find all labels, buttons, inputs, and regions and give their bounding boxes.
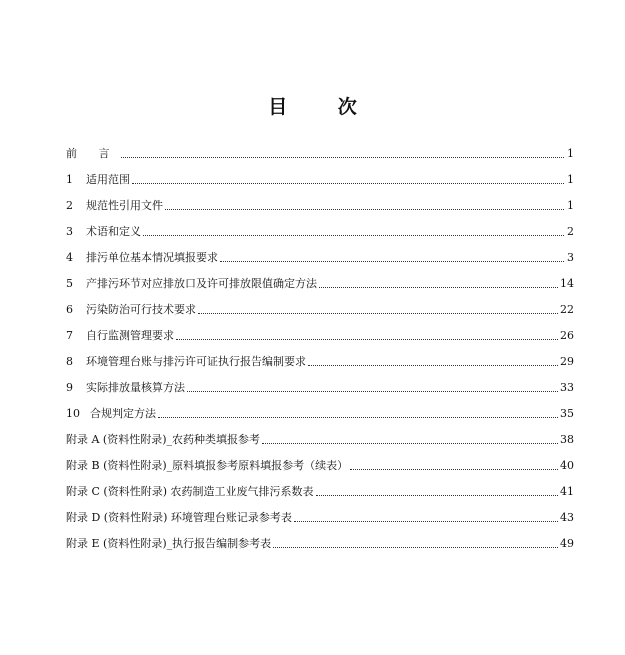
toc-leader-dots	[319, 287, 558, 288]
toc-entry-7[interactable]	[66, 317, 574, 343]
toc-leader-dots	[143, 235, 564, 236]
toc-entry-page: 14	[560, 277, 574, 290]
toc-entry-label: 环境管理台账与排污许可证执行报告编制要求	[86, 355, 306, 368]
toc-leader-dots	[165, 209, 564, 210]
toc-entry-number: 8	[66, 355, 73, 368]
toc-leader-dots	[132, 183, 564, 184]
toc-entry-number: 6	[66, 303, 73, 316]
toc-entry-number: 1	[66, 173, 73, 186]
toc-leader-dots	[176, 339, 558, 340]
toc-entry-label: 产排污环节对应排放口及许可排放限值确定方法	[86, 277, 317, 290]
toc-entry-page: 33	[560, 381, 574, 394]
toc-entry-page: 1	[567, 199, 574, 212]
toc-entry-page: 1	[567, 173, 574, 186]
toc-entry-9[interactable]	[66, 369, 574, 395]
toc-entry-page: 49	[560, 537, 574, 550]
toc-leader-dots	[316, 495, 559, 496]
toc-entry-label: 排污单位基本情况填报要求	[86, 251, 218, 264]
toc-entry-page: 29	[560, 355, 574, 368]
toc-entry-1[interactable]	[66, 161, 574, 187]
toc-entry-label: 附录 C (资料性附录) 农药制造工业废气排污系数表	[66, 485, 314, 498]
toc-entry-label: 附录 A (资料性附录)_农药种类填报参考	[66, 433, 261, 446]
toc-entry-label: 适用范围	[86, 173, 130, 186]
toc-entry-page: 22	[560, 303, 574, 316]
toc-entry-label: 前 言	[66, 147, 119, 160]
toc-entry-label: 术语和定义	[86, 225, 141, 238]
toc-leader-dots	[273, 547, 558, 548]
toc-entry-page: 35	[560, 407, 574, 420]
toc-entry-number: 10	[66, 407, 80, 420]
toc-entry-8[interactable]	[66, 343, 574, 369]
toc-leader-dots	[187, 391, 558, 392]
toc-entry-page: 2	[567, 225, 574, 238]
toc-entry-number: 7	[66, 329, 73, 342]
toc-entry-label: 污染防治可行技术要求	[86, 303, 196, 316]
toc-entry-label: 自行监测管理要求	[86, 329, 174, 342]
toc-leader-dots	[262, 443, 558, 444]
toc-entry-page: 41	[560, 485, 574, 498]
table-of-contents	[66, 135, 574, 551]
toc-entry-5[interactable]	[66, 265, 574, 291]
toc-entry-page: 3	[567, 251, 574, 264]
toc-entry-6[interactable]	[66, 291, 574, 317]
toc-entry-4[interactable]	[66, 239, 574, 265]
toc-entry-page: 43	[560, 511, 574, 524]
toc-leader-dots	[220, 261, 564, 262]
toc-title: 目 次	[268, 96, 379, 118]
toc-entry-number: 5	[66, 277, 73, 290]
toc-leader-dots	[121, 157, 565, 158]
toc-entry-appendix-e[interactable]	[66, 525, 574, 551]
toc-leader-dots	[198, 313, 558, 314]
toc-entry-10[interactable]	[66, 395, 574, 421]
toc-entry-2[interactable]	[66, 187, 574, 213]
toc-entry-label: 实际排放量核算方法	[86, 381, 185, 394]
toc-entry-label: 附录 B (资料性附录)_原料填报参考原料填报参考（续表）	[66, 459, 349, 472]
toc-entry-appendix-c[interactable]	[66, 473, 574, 499]
toc-entry-number: 4	[66, 251, 73, 264]
toc-entry-appendix-b[interactable]	[66, 447, 574, 473]
toc-entry-label: 规范性引用文件	[86, 199, 163, 212]
toc-entry-number: 9	[66, 381, 73, 394]
toc-entry-number: 3	[66, 225, 73, 238]
toc-leader-dots	[294, 521, 558, 522]
toc-leader-dots	[308, 365, 558, 366]
toc-entry-page: 26	[560, 329, 574, 342]
toc-entry-page: 1	[567, 147, 574, 160]
toc-entry-preface[interactable]	[66, 135, 574, 161]
toc-entry-page: 40	[560, 459, 574, 472]
toc-entry-3[interactable]	[66, 213, 574, 239]
toc-entry-page: 38	[560, 433, 574, 446]
toc-entry-label: 附录 D (资料性附录) 环境管理台账记录参考表	[66, 511, 292, 524]
toc-entry-number: 2	[66, 199, 73, 212]
toc-entry-label: 合规判定方法	[90, 407, 156, 420]
toc-entry-label: 附录 E (资料性附录)_执行报告编制参考表	[66, 537, 272, 550]
toc-leader-dots	[350, 469, 558, 470]
toc-leader-dots	[158, 417, 558, 418]
toc-entry-appendix-d[interactable]	[66, 499, 574, 525]
toc-entry-appendix-a[interactable]	[66, 421, 574, 447]
